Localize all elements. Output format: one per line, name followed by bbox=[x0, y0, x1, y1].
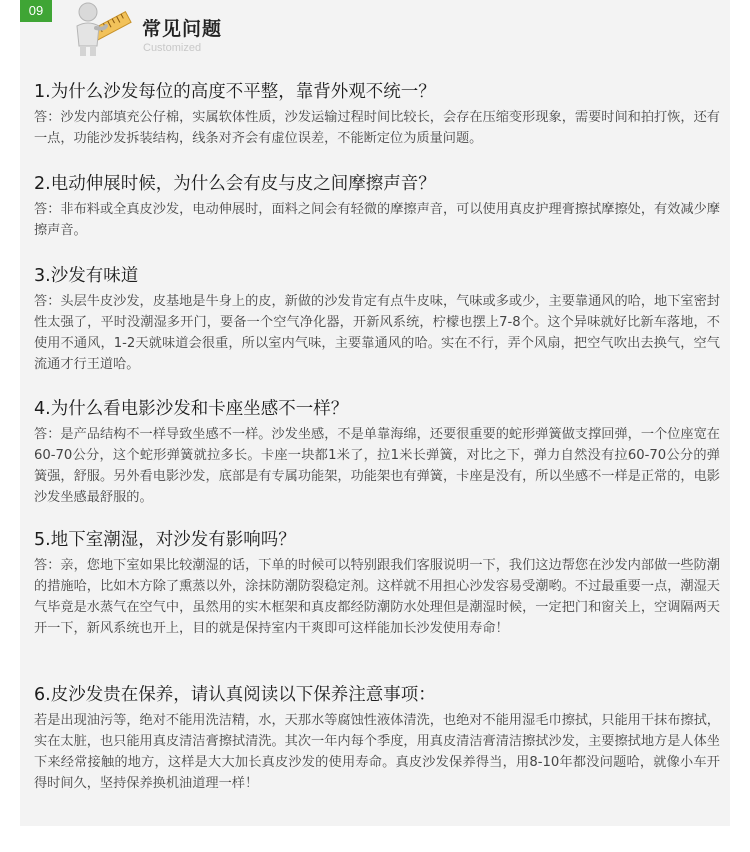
faq-answer: 若是出现油污等，绝对不能用洗洁精，水，天那水等腐蚀性液体清洗，也绝对不能用湿毛巾擦拭，只能用干抹布擦拭，实在太脏，也只能用真皮清洁膏擦拭清洗。其次一年内每个季度，用真皮清洁膏清洁擦拭沙发，主要擦拭地方是人体坐下来经常接触的地方，这样是大大加长真皮沙发的使用寿命。真皮沙发保养得当，用8-10年都没问题哈，就像小车开得时间久，坚持保养换机油道理一样！ bbox=[34, 713, 720, 791]
faq-answer: 答：是产品结构不一样导致坐感不一样。沙发坐感，不是单靠海绵，还要很重要的蛇形弹簧做支撑回弹，一个位座宽在60-70公分，这个蛇形弹簧就拉多长。卡座一块都1米了，拉1米长弹簧，对比之下，弹力自然没有拉60-70公分的弹簧强，舒服。另外看电影沙发，底部是有专属功能架，功能架也有弹簧，卡座是没有，所以坐感不一样是正常的，电影沙发坐感最舒服的。 bbox=[34, 427, 720, 505]
faq-question: 1.为什么沙发每位的高度不平整，靠背外观不统一？ bbox=[34, 82, 436, 102]
faq-item-2 bbox=[34, 170, 720, 241]
faq-item-6 bbox=[34, 681, 720, 794]
section-number-badge: 09 bbox=[20, 0, 52, 22]
faq-question: 3.沙发有味道 bbox=[34, 266, 139, 286]
faq-item-1 bbox=[34, 78, 720, 149]
faq-answer: 答：头层牛皮沙发，皮基地是牛身上的皮，新做的沙发肯定有点牛皮味，气味或多或少，主要靠通风的哈，地下室密封性太强了，平时没潮湿多开门，要备一个空气净化器，开新风系统，柠檬也摆上7-8个。这个异味就好比新车落地，不使用不通风，1-2天就味道会很重，所以室内气味，主要靠通风的哈。实在不行，弄个风扇，把空气吹出去换气，空气流通才行王道哈。 bbox=[34, 294, 720, 372]
faq-answer: 答：非布料或全真皮沙发，电动伸展时，面料之间会有轻微的摩擦声音，可以使用真皮护理膏擦拭摩擦处，有效减少摩擦声音。 bbox=[34, 202, 720, 238]
section-subtitle: Customized bbox=[143, 42, 202, 54]
faq-item-5 bbox=[34, 526, 720, 639]
faq-question: 5.地下室潮湿，对沙发有影响吗？ bbox=[34, 530, 296, 550]
faq-answer: 答：亲，您地下室如果比较潮湿的话，下单的时候可以特别跟我们客服说明一下，我们这边帮您在沙发内部做一些防潮的措施哈，比如木方除了熏蒸以外，涂抹防潮防裂稳定剂。这样就不用担心沙发容易受潮哟。不过最重要一点，潮湿天气毕竟是水蒸气在空气中，虽然用的实木框架和真皮都经防潮防水处理但是潮湿时候，一定把门和窗关上，空调隔两天开一下，新风系统也开上，目的就是保持室内干爽即可这样能加长沙发使用寿命！ bbox=[34, 558, 720, 636]
faq-question: 4.为什么看电影沙发和卡座坐感不一样？ bbox=[34, 399, 349, 419]
faq-item-4 bbox=[34, 395, 720, 508]
faq-question: 2.电动伸展时候，为什么会有皮与皮之间摩擦声音？ bbox=[34, 174, 436, 194]
faq-question: 6.皮沙发贵在保养，请认真阅读以下保养注意事项： bbox=[34, 685, 436, 705]
person-with-ruler-icon bbox=[62, 0, 134, 58]
section-title: 常见问题 bbox=[142, 18, 223, 40]
faq-answer: 答：沙发内部填充公仔棉，实属软体性质，沙发运输过程时间比较长，会存在压缩变形现象，需要时间和拍打恢，还有一点，功能沙发拆装结构，线条对齐会有虚位误差，不能断定位为质量问题。 bbox=[34, 110, 720, 146]
faq-item-3 bbox=[34, 262, 720, 375]
